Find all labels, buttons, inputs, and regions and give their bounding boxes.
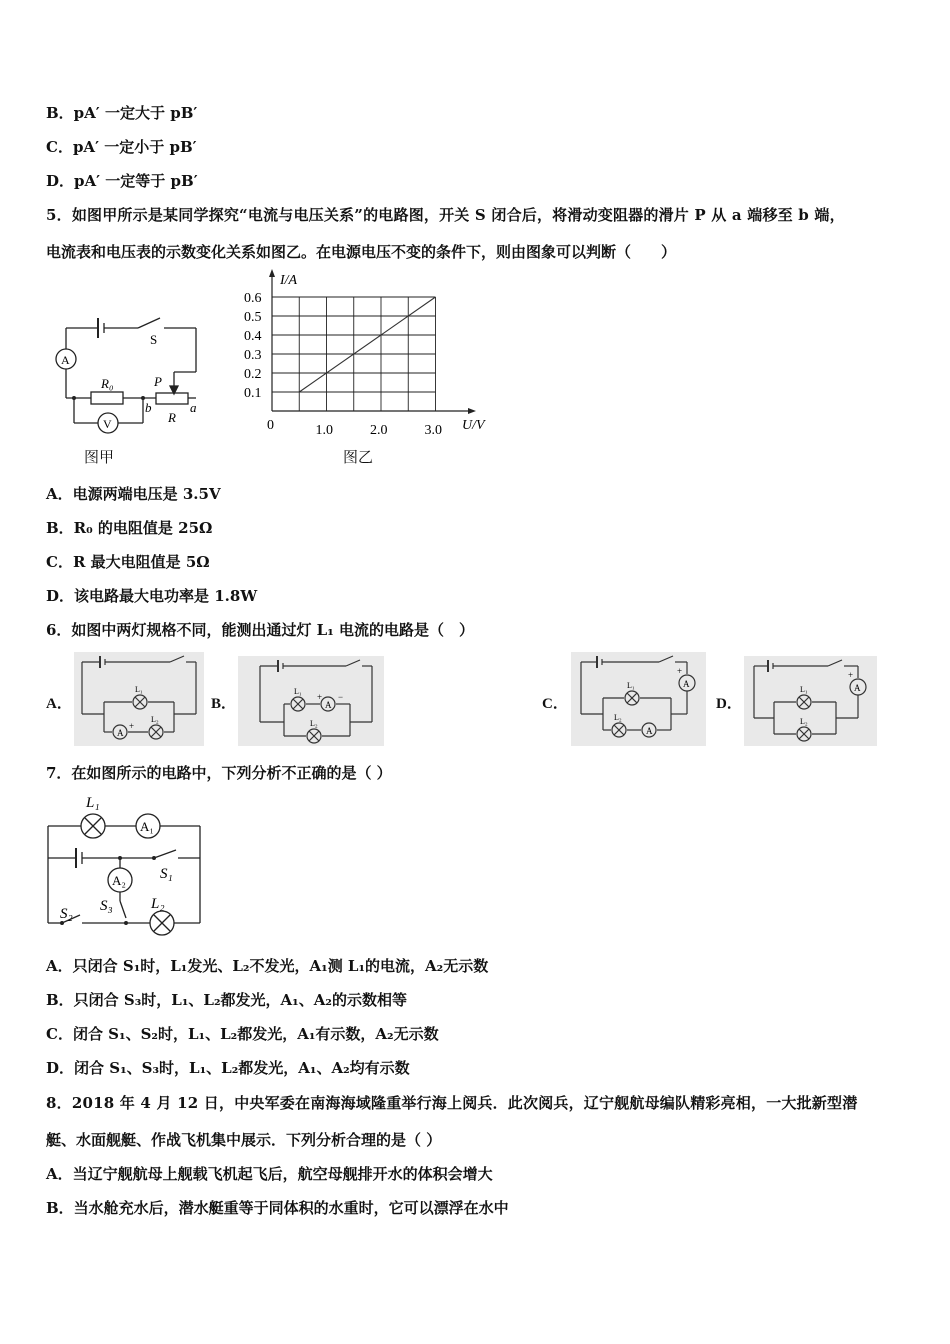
voltmeter-label: V	[103, 417, 112, 431]
q7-circuit-diagram	[40, 794, 215, 942]
q5-option-c: C．R 最大电阻值是 5Ω	[46, 553, 210, 571]
q7-label-l2: L₂	[151, 896, 165, 912]
q5-iu-chart	[236, 268, 506, 443]
q5-stem-line1: 5．如图甲所示是某同学探究“电流与电压关系”的电路图，开关 S 闭合后，将滑动变阻器的滑片 P 从 a 端移至 b 端，	[46, 206, 845, 224]
q4-option-c: C．pA′ 一定小于 pB′	[46, 138, 197, 156]
b-ammeter-label: A	[325, 700, 332, 710]
x-tick-label: 3.0	[424, 423, 442, 438]
c-plus-sign: +	[677, 666, 683, 676]
q7-option-b: B．只闭合 S₃时，L₁、L₂都发光，A₁、A₂的示数相等	[46, 991, 407, 1009]
q6-label-c: C．	[542, 696, 568, 712]
q7-label-s3: S₃	[100, 898, 113, 914]
q6-label-a: A．	[46, 696, 72, 712]
q7-label-a2: A₂	[112, 873, 126, 888]
ammeter-label: A	[61, 353, 70, 367]
c-ammeter1-label: A	[683, 679, 690, 689]
q7-label-s2: S₂	[60, 906, 73, 922]
q6-label-d: D．	[716, 696, 742, 712]
q8-stem-line1: 8．2018 年 4 月 12 日，中央军委在南海海域隆重举行海上阅兵．此次阅兵，辽宁舰航母编队精彩亮相，一大批新型潜	[46, 1094, 858, 1112]
q7-option-c: C．闭合 S₁、S₂时，L₁、L₂都发光，A₁有示数，A₂无示数	[46, 1025, 439, 1043]
y-tick-label: 0.2	[244, 367, 262, 382]
q5-circuit-diagram	[46, 310, 221, 470]
q8-option-a: A．当辽宁舰航母上舰载飞机起飞后，航空母舰排开水的体积会增大	[46, 1165, 493, 1183]
label-r: R	[168, 410, 176, 425]
q7-option-d: D．闭合 S₁、S₃时，L₁、L₂都发光，A₁、A₂均有示数	[46, 1059, 410, 1077]
q6-circuit-d	[744, 656, 877, 746]
q4-option-b: B．pA′ 一定大于 pB′	[46, 104, 198, 122]
y-tick-label: 0.5	[244, 310, 262, 325]
d-ammeter-label: A	[854, 683, 861, 693]
label-s: S	[150, 332, 158, 347]
c-l1-label: L₁	[627, 681, 635, 690]
d-plus-sign: +	[848, 670, 854, 680]
q7-option-a: A．只闭合 S₁时，L₁发光、L₂不发光，A₁测 L₁的电流，A₂无示数	[46, 957, 489, 975]
origin-label: 0	[267, 418, 274, 433]
d-l1-label: L₁	[800, 685, 808, 694]
q8-option-b: B．当水舱充水后，潜水艇重等于同体积的水重时，它可以漂浮在水中	[46, 1199, 509, 1217]
x-axis-arrow	[468, 408, 476, 414]
a-plus-sign: +	[129, 721, 135, 731]
c-ammeter2-label: A	[646, 726, 653, 736]
q5-option-d: D．该电路最大电功率是 1.8W	[46, 587, 258, 605]
q5-option-b: B．R₀ 的电阻值是 25Ω	[46, 519, 213, 537]
fig-yi-caption: 图乙	[343, 448, 374, 466]
a-l1-label: L₁	[135, 685, 143, 694]
fig-jia-caption: 图甲	[84, 448, 115, 466]
q6-circuit-a	[74, 652, 204, 746]
q6-label-b: B．	[211, 696, 237, 712]
y-axis-label: I/A	[280, 273, 298, 288]
y-tick-label: 0.3	[244, 348, 262, 363]
q7-label-a1: A₁	[140, 819, 154, 834]
d-l2-label: L₂	[800, 717, 808, 726]
y-tick-label: 0.4	[244, 329, 262, 344]
x-axis-label: U/V	[462, 418, 485, 433]
a-ammeter-label: A	[117, 728, 124, 738]
b-l2-label: L₂	[310, 719, 318, 728]
a-l2-label: L₂	[151, 715, 159, 724]
b-l1-label: L₁	[294, 687, 302, 696]
c-l2-label: L₂	[614, 713, 622, 722]
q6-circuit-b	[238, 656, 384, 746]
q7-label-l1: L₁	[86, 795, 100, 811]
b-minus-sign: −	[338, 692, 344, 702]
b-plus-sign: +	[317, 692, 323, 702]
y-axis-arrow	[269, 269, 275, 277]
q6-circuit-c	[571, 652, 706, 746]
label-a: a	[190, 400, 197, 415]
label-r0: R₀	[101, 376, 114, 391]
series-line	[299, 297, 435, 392]
y-tick-label: 0.6	[244, 291, 262, 306]
x-tick-label: 2.0	[370, 423, 388, 438]
q7-label-s1: S₁	[160, 866, 173, 882]
q8-stem-line2: 艇、水面舰艇、作战飞机集中展示．下列分析合理的是（ ）	[46, 1131, 442, 1149]
q5-stem-line2: 电流表和电压表的示数变化关系如图乙。在电源电压不变的条件下，则由图象可以判断（ ）	[46, 243, 677, 261]
q5-option-a: A．电源两端电压是 3.5V	[46, 485, 221, 503]
label-p: P	[154, 374, 162, 389]
q6-stem: 6．如图中两灯规格不同，能测出通过灯 L₁ 电流的电路是（ ）	[46, 621, 475, 639]
x-tick-label: 1.0	[315, 423, 333, 438]
label-b: b	[145, 400, 152, 415]
y-tick-label: 0.1	[244, 386, 262, 401]
q4-option-d: D．pA′ 一定等于 pB′	[46, 172, 198, 190]
q7-stem: 7．在如图所示的电路中，下列分析不正确的是（ ）	[46, 764, 392, 782]
